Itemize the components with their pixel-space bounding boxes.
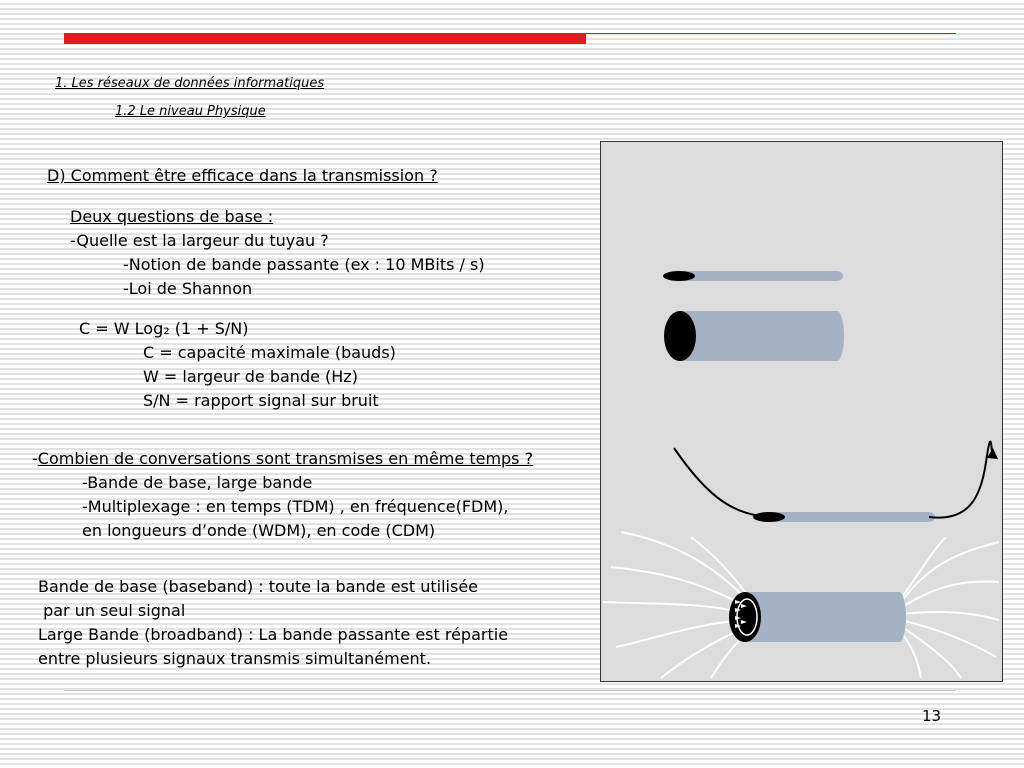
list-item: -Notion de bande passante (ex : 10 MBits / s) xyxy=(123,255,485,274)
illustration-panel xyxy=(600,141,1003,682)
list-item: -Bande de base, large bande xyxy=(82,473,313,492)
multiplexing-question-line xyxy=(32,447,533,471)
footer-divider xyxy=(64,690,956,691)
broadband-pipe-icon xyxy=(729,592,906,642)
question-block-title: Deux questions de base : xyxy=(70,207,274,226)
dash-prefix: - xyxy=(32,449,38,468)
page-number: 13 xyxy=(922,707,942,725)
breadcrumb-subsection: 1.2 Le niveau Physique xyxy=(115,104,266,119)
shannon-formula: C = W Log₂ (1 + S/N) xyxy=(79,319,249,338)
definition-line: par un seul signal xyxy=(38,601,186,620)
formula-definition: C = capacité maximale (bauds) xyxy=(143,343,396,362)
wide-pipe-icon xyxy=(664,311,844,361)
list-item: -Loi de Shannon xyxy=(123,279,253,298)
list-item: en longueurs d’onde (WDM), en code (CDM) xyxy=(82,521,436,540)
shannon-formula-block xyxy=(79,317,396,413)
thin-pipe-icon xyxy=(663,271,843,281)
multiplexing-block xyxy=(32,447,533,543)
slide-heading: D) Comment être efficace dans la transmission ? xyxy=(47,166,438,185)
header-accent-bar xyxy=(64,33,586,44)
definitions-block xyxy=(38,575,508,671)
definition-line: entre plusieurs signaux transmis simultanément. xyxy=(38,649,432,668)
question-block xyxy=(70,205,485,301)
single-signal-icon xyxy=(674,442,998,522)
definition-line: Bande de base (baseband) : toute la bande est utilisée xyxy=(38,577,479,596)
multiplexing-question: Combien de conversations sont transmises en même temps ? xyxy=(37,449,534,468)
pipe-illustration xyxy=(601,142,1002,681)
header-accent-line xyxy=(586,33,956,34)
list-item: -Multiplexage : en temps (TDM) , en fréquence(FDM), xyxy=(82,497,509,516)
breadcrumb-section: 1. Les réseaux de données informatiques xyxy=(55,76,325,91)
definition-line: Large Bande (broadband) : La bande passante est répartie xyxy=(38,625,509,644)
formula-definition: W = largeur de bande (Hz) xyxy=(143,367,358,386)
formula-definition: S/N = rapport signal sur bruit xyxy=(143,391,379,410)
question-bandwidth: -Quelle est la largeur du tuyau ? xyxy=(70,231,329,250)
